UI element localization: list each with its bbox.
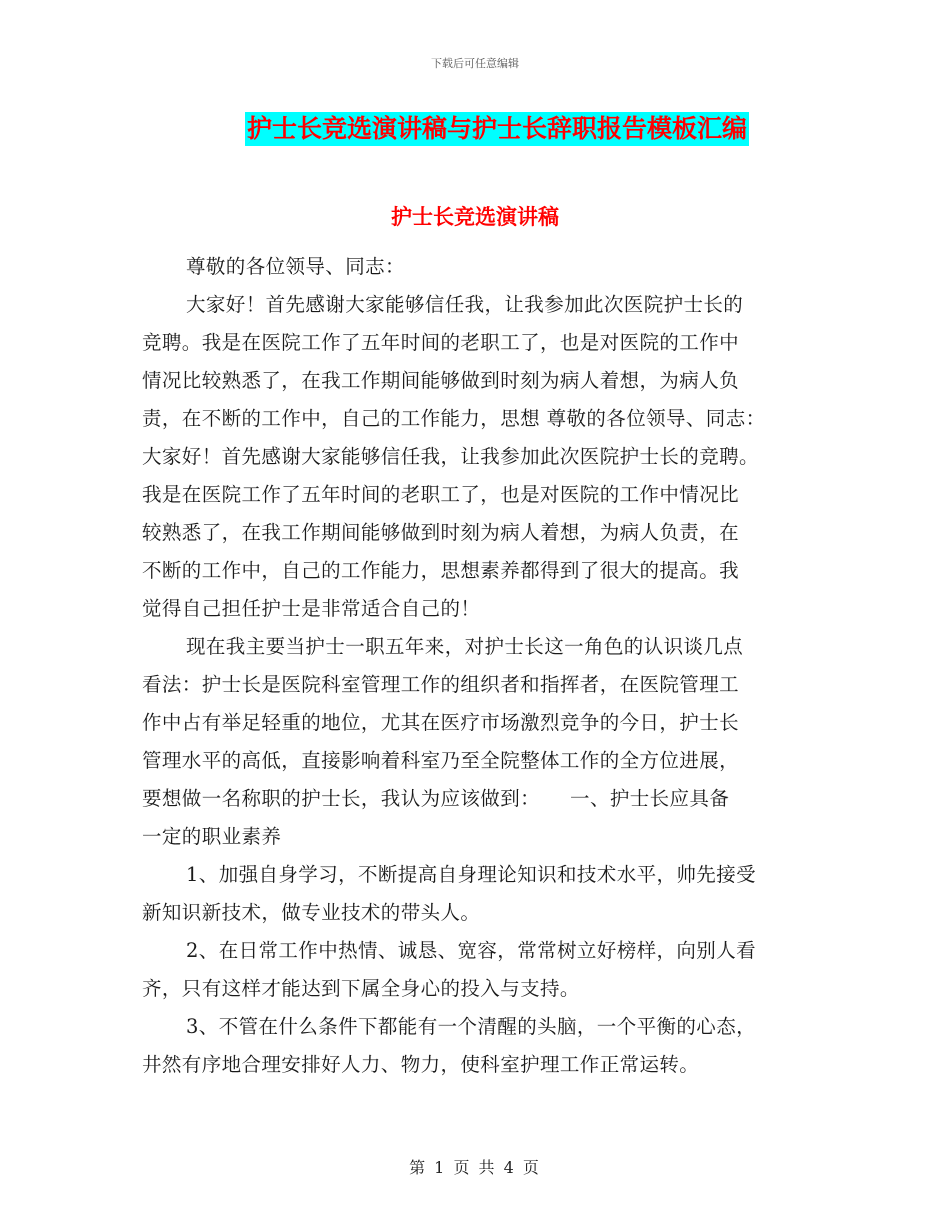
paragraph-line: 不断的工作中，自己的工作能力，思想素养都得到了很大的提高。我: [142, 559, 740, 582]
paragraph-line: 作中占有举足轻重的地位，尤其在医疗市场激烈竞争的今日，护士长: [142, 711, 740, 734]
paragraph-line: 竞聘。我是在医院工作了五年时间的老职工了，也是对医院的工作中: [142, 331, 740, 354]
paragraph-line: 齐，只有这样才能达到下属全身心的投入与支持。: [142, 977, 580, 1000]
paragraph-line: 我是在医院工作了五年时间的老职工了，也是对医院的工作中情况比: [142, 483, 740, 506]
paragraph-line: 要想做一名称职的护士长，我认为应该做到： 一、护士长应具备: [142, 787, 730, 810]
paragraph-line: 大家好！首先感谢大家能够信任我，让我参加此次医院护士长的: [186, 293, 744, 316]
paragraph-line: 现在我主要当护士一职五年来，对护士长这一角色的认识谈几点: [186, 635, 744, 658]
paragraph-line: 3、不管在什么条件下都能有一个清醒的头脑，一个平衡的心态，: [186, 1015, 757, 1038]
paragraph-line: 责，在不断的工作中，自己的工作能力，思想 尊敬的各位领导、同志：: [142, 407, 766, 430]
section-title: 护士长竞选演讲稿: [391, 204, 559, 229]
paragraph-line: 较熟悉了，在我工作期间能够做到时刻为病人着想，为病人负责，在: [142, 521, 740, 544]
document-body: [142, 251, 810, 1080]
main-title-container: [0, 112, 950, 146]
main-title: 护士长竞选演讲稿与护士长辞职报告模板汇编: [245, 112, 749, 146]
paragraph-line: 觉得自己担任护士是非常适合自己的！: [142, 597, 481, 620]
page-number: 第 1 页 共 4 页: [409, 1158, 541, 1177]
paragraph-line: 1、加强自身学习，不断提高自身理论知识和技术水平，帅先接受: [186, 863, 757, 886]
paragraph-line: 一定的职业素养: [142, 825, 282, 848]
paragraph-line: 情况比较熟悉了，在我工作期间能够做到时刻为病人着想，为病人负: [142, 369, 740, 392]
paragraph-line: 管理水平的高低，直接影响着科室乃至全院整体工作的全方位进展，: [142, 749, 740, 772]
paragraph-line: 2、在日常工作中热情、诚恳、宽容，常常树立好榜样，向别人看: [186, 939, 757, 962]
page-header-note: 下载后可任意编辑: [431, 57, 519, 70]
paragraph-line: 尊敬的各位领导、同志：: [186, 255, 405, 278]
paragraph-line: 井然有序地合理安排好人力、物力，使科室护理工作正常运转。: [142, 1053, 700, 1076]
paragraph-line: 大家好！首先感谢大家能够信任我，让我参加此次医院护士长的竞聘。: [142, 445, 759, 468]
paragraph-line: 新知识新技术，做专业技术的带头人。: [142, 901, 481, 924]
paragraph-line: 看法：护士长是医院科室管理工作的组织者和指挥者，在医院管理工: [142, 673, 740, 696]
